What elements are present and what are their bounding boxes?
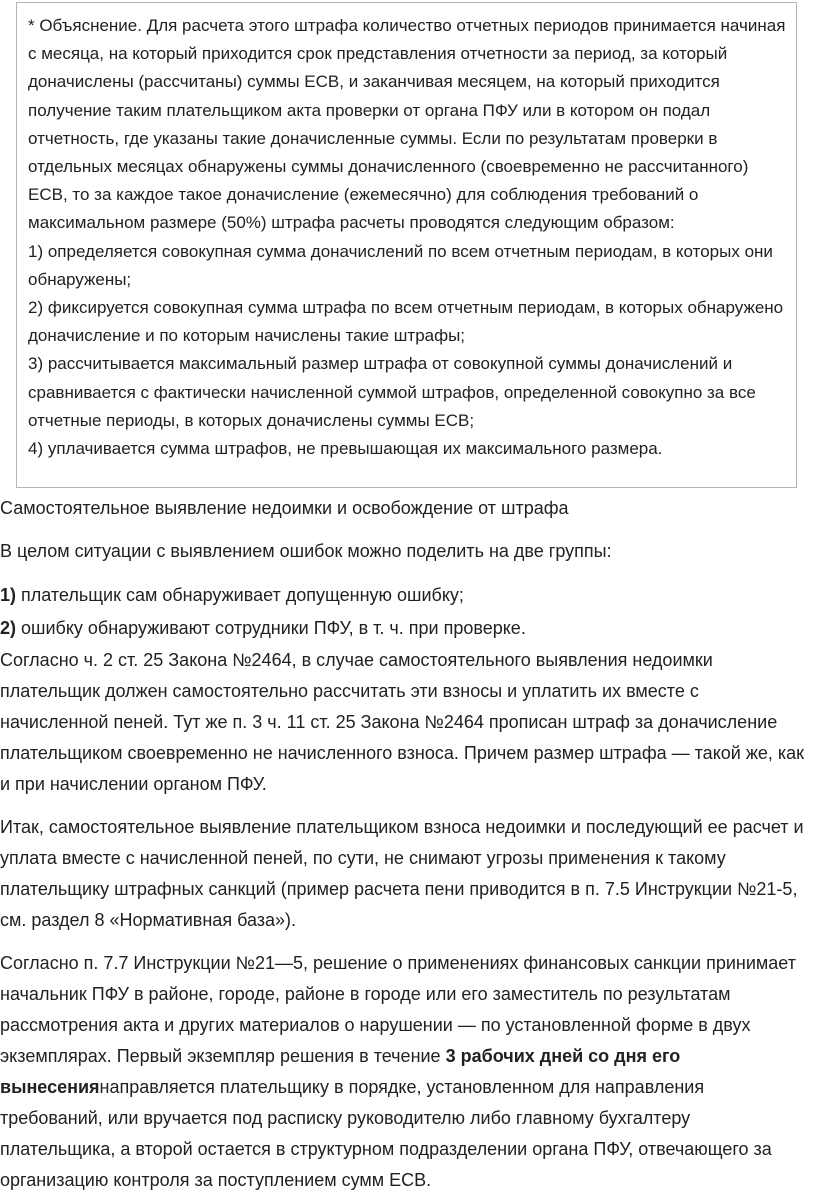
list-item-number: 1)	[0, 585, 17, 605]
deadline-emphasis: 3 рабочих дней со дня его вынесения	[0, 1046, 681, 1097]
intro-paragraph: В целом ситуации с выявлением ошибок можно поделить на две группы:	[0, 541, 612, 561]
body-paragraph: Согласно ч. 2 ст. 25 Закона №2464, в случае самостоятельного выявления недоимки плательщик должен самостоятельно рассчитать эти взносы и уплатить их вместе с начисленной пеней. Тут же п. 3 ч. 11 ст. 25 Закона №2464 прописан штраф за доначисление плательщиком своевременно не начисленного взноса. Причем размер штрафа — такой же, как и при начислении органом ПФУ.	[0, 650, 805, 794]
paragraph-text: направляется плательщику в порядке, установленном для направления требований, или вручается под расписку руководителю либо главному бухгалтеру плательщика, а второй остается в структурном подразделении органа ПФУ, отвечающего за организацию контроля за поступлением сумм ЕСВ.	[0, 1077, 772, 1190]
section-heading: Самостоятельное выявление недоимки и освобождение от штрафа	[0, 498, 569, 518]
list-item	[0, 579, 810, 612]
explanation-note-box	[16, 2, 797, 488]
note-list-item: 3) рассчитывается максимальный размер штрафа от совокупной суммы доначислений и сравнивается с фактически начисленной суммой штрафов, определенной совокупно за все отчетные периоды, в которых доначислены суммы ЕСВ;	[28, 354, 756, 430]
list-item-number: 2)	[0, 618, 17, 638]
list-item-text: плательщик сам обнаруживает допущенную ошибку;	[16, 585, 464, 605]
note-list-item: 4) уплачивается сумма штрафов, не превышающая их максимального размера.	[28, 439, 663, 459]
article-content	[0, 493, 810, 1196]
list-item	[0, 612, 810, 645]
note-list-item: 2) фиксируется совокупная сумма штрафа по всем отчетным периодам, в которых обнаружено доначисление и по которым начислены такие штрафы;	[28, 298, 784, 346]
body-paragraph	[0, 948, 810, 1196]
note-list-item: 1) определяется совокупная сумма доначислений по всем отчетным периодам, в которых они обнаружены;	[28, 241, 773, 289]
body-paragraph: Итак, самостоятельное выявление плательщиком взноса недоимки и последующий ее расчет и уплата вместе с начисленной пеней, по сути, не снимают угрозы применения к такому плательщику штрафных санкций (пример расчета пени приводится в п. 7.5 Инструкции №21-5, см. раздел 8 «Нормативная база»).	[0, 817, 804, 930]
list-item-text: ошибку обнаруживают сотрудники ПФУ, в т. ч. при проверке.	[16, 618, 526, 638]
paragraph-text: Согласно п. 7.7 Инструкции №21—5, решение о применениях финансовых санкции принимает начальник ПФУ в районе, городе, районе в городе или его заместитель по результатам рассмотрения акта и других материалов о нарушении — по установленной форме в двух экземплярах. Первый экземпляр решения в течение	[0, 953, 796, 1066]
note-paragraph: * Объяснение. Для расчета этого штрафа количество отчетных периодов принимается начиная с месяца, на который приходится срок представления отчетности за период, за который доначислены (рассчитаны) суммы ЕСВ, и заканчивая месяцем, на который приходится получение таким плательщиком акта проверки от органа ПФУ или в котором он подал отчетность, где указаны такие доначисленные суммы. Если по результатам проверки в отдельных месяцах обнаружены суммы доначисленного (своевременно не рассчитанного) ЕСВ, то за каждое такое доначисление (ежемесячно) для соблюдения требований о максимальном размере (50%) штрафа расчеты проводятся следующим образом:	[28, 16, 786, 233]
